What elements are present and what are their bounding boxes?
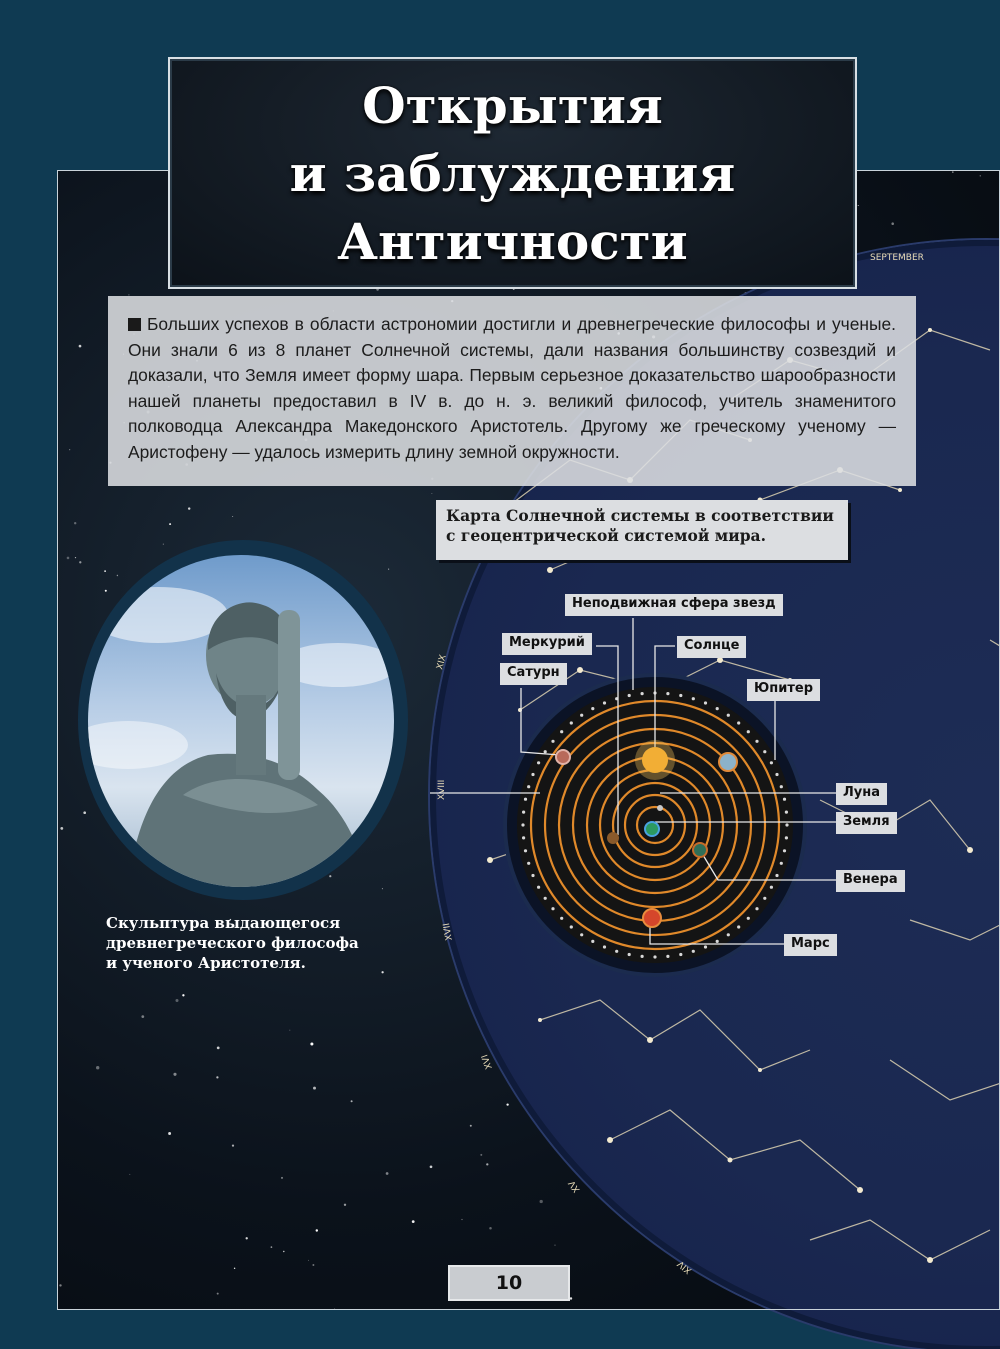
- hour-mark-xiv: XIV: [676, 1258, 694, 1276]
- fixed-star-dot: [775, 874, 778, 877]
- fixed-star-dot: [785, 836, 788, 839]
- fixed-star-dot: [679, 953, 682, 956]
- fixed-star-dot: [747, 730, 750, 733]
- fixed-star-dot: [603, 701, 606, 704]
- fixed-star-dot: [763, 897, 766, 900]
- fixed-star-dot: [780, 862, 783, 865]
- fixed-star-dot: [727, 933, 730, 936]
- fixed-star-dot: [551, 907, 554, 910]
- map-caption-line-2: с геоцентрической системой мира.: [446, 526, 766, 545]
- fixed-star-dot: [770, 886, 773, 889]
- fixed-star-dot: [641, 955, 644, 958]
- fixed-star-dot: [524, 798, 527, 801]
- fixed-star-dot: [570, 721, 573, 724]
- page-number: 10: [448, 1265, 570, 1301]
- saturn-icon: [556, 750, 570, 764]
- fixed-star-dot: [785, 823, 788, 826]
- fixed-star-dot: [653, 955, 656, 958]
- fixed-star-dot: [747, 917, 750, 920]
- fixed-star-dot: [522, 811, 525, 814]
- hour-mark-xix: XIX: [435, 653, 449, 671]
- label-mercury: Меркурий: [502, 633, 592, 655]
- fixed-star-dot: [727, 714, 730, 717]
- month-label-september: SEPTEMBER: [870, 253, 924, 263]
- fixed-star-dot: [527, 862, 530, 865]
- fixed-star-dot: [716, 940, 719, 943]
- fixed-star-dot: [737, 721, 740, 724]
- fixed-star-dot: [591, 940, 594, 943]
- label-earth: Земля: [836, 812, 897, 834]
- fixed-star-dot: [615, 950, 618, 953]
- hour-mark-xvii: XVII: [442, 922, 455, 942]
- fixed-star-dot: [692, 950, 695, 953]
- fixed-star-dot: [666, 692, 669, 695]
- fixed-star-dot: [716, 707, 719, 710]
- fixed-star-dot: [666, 955, 669, 958]
- fixed-star-dot: [603, 945, 606, 948]
- fixed-star-dot: [755, 907, 758, 910]
- fixed-star-dot: [537, 761, 540, 764]
- fixed-star-dot: [551, 740, 554, 743]
- fixed-star-dot: [737, 925, 740, 928]
- fixed-star-dot: [785, 811, 788, 814]
- label-jupiter: Юпитер: [747, 679, 820, 701]
- statue-caption-line-2: древнегреческого философа: [106, 934, 359, 952]
- fixed-star-dot: [775, 773, 778, 776]
- fixed-star-dot: [531, 773, 534, 776]
- mercury-icon: [607, 832, 619, 844]
- fixed-star-dot: [641, 692, 644, 695]
- fixed-star-dot: [628, 953, 631, 956]
- fixed-star-dot: [704, 945, 707, 948]
- fixed-star-dot: [560, 917, 563, 920]
- hour-mark-xv: XV: [567, 1178, 583, 1195]
- map-caption-line-1: Карта Солнечной системы в соответствии: [446, 506, 834, 525]
- moon-icon: [657, 805, 663, 811]
- fixed-star-dot: [521, 823, 524, 826]
- statue-caption-line-1: Скульптура выдающегося: [106, 914, 341, 932]
- label-mars: Марс: [784, 934, 837, 956]
- jupiter-icon: [719, 753, 737, 771]
- label-venus: Венера: [836, 870, 905, 892]
- label-fixed-stars: Неподвижная сфера звезд: [565, 594, 783, 616]
- fixed-star-dot: [580, 714, 583, 717]
- mars-icon: [643, 909, 661, 927]
- label-sun: Солнце: [677, 636, 746, 658]
- fixed-star-dot: [628, 694, 631, 697]
- fixed-star-dot: [679, 694, 682, 697]
- fixed-star-dot: [783, 849, 786, 852]
- hour-mark-xviii: XVIII: [437, 779, 447, 800]
- hour-mark-xvi: XVI: [480, 1052, 495, 1071]
- title-line-1: Открытия: [362, 76, 663, 135]
- intro-text: Больших успехов в области астрономии достигли и древнегреческие философы и ученые. Они знали 6 из 8 планет Солнечной системы, дали названия большинству созвездий и доказали, что Земля имеет форму шара. Первым серьезное доказательство шарообразности нашей планеты предоставил в IV в. до н. э. великий философ, учитель знаменитого полководца Александра Македонского Аристотель. Другому же греческому ученому — Аристофену — удалось измерить длину земной окружности.: [128, 314, 896, 462]
- title-line-2: и заблуждения: [289, 144, 736, 203]
- sun-glow: [635, 740, 675, 780]
- fixed-star-dot: [522, 836, 525, 839]
- fixed-star-dot: [704, 701, 707, 704]
- fixed-star-dot: [570, 925, 573, 928]
- fixed-star-dot: [755, 740, 758, 743]
- venus-icon: [693, 843, 707, 857]
- fixed-star-dot: [580, 933, 583, 936]
- fixed-star-dot: [544, 897, 547, 900]
- fixed-star-dot: [591, 707, 594, 710]
- statue-caption-line-3: и ученого Аристотеля.: [106, 954, 306, 972]
- fixed-star-dot: [783, 798, 786, 801]
- label-saturn: Сатурн: [500, 663, 567, 685]
- fixed-star-dot: [544, 750, 547, 753]
- earth-icon: [645, 822, 659, 836]
- fixed-star-dot: [560, 730, 563, 733]
- fixed-star-dot: [763, 750, 766, 753]
- fixed-star-dot: [692, 697, 695, 700]
- fixed-star-dot: [527, 785, 530, 788]
- label-moon: Луна: [836, 783, 887, 805]
- fixed-star-dot: [770, 761, 773, 764]
- title-line-3: Античности: [337, 212, 688, 271]
- fixed-star-dot: [537, 886, 540, 889]
- fixed-star-dot: [531, 874, 534, 877]
- fixed-star-dot: [524, 849, 527, 852]
- fixed-star-dot: [780, 785, 783, 788]
